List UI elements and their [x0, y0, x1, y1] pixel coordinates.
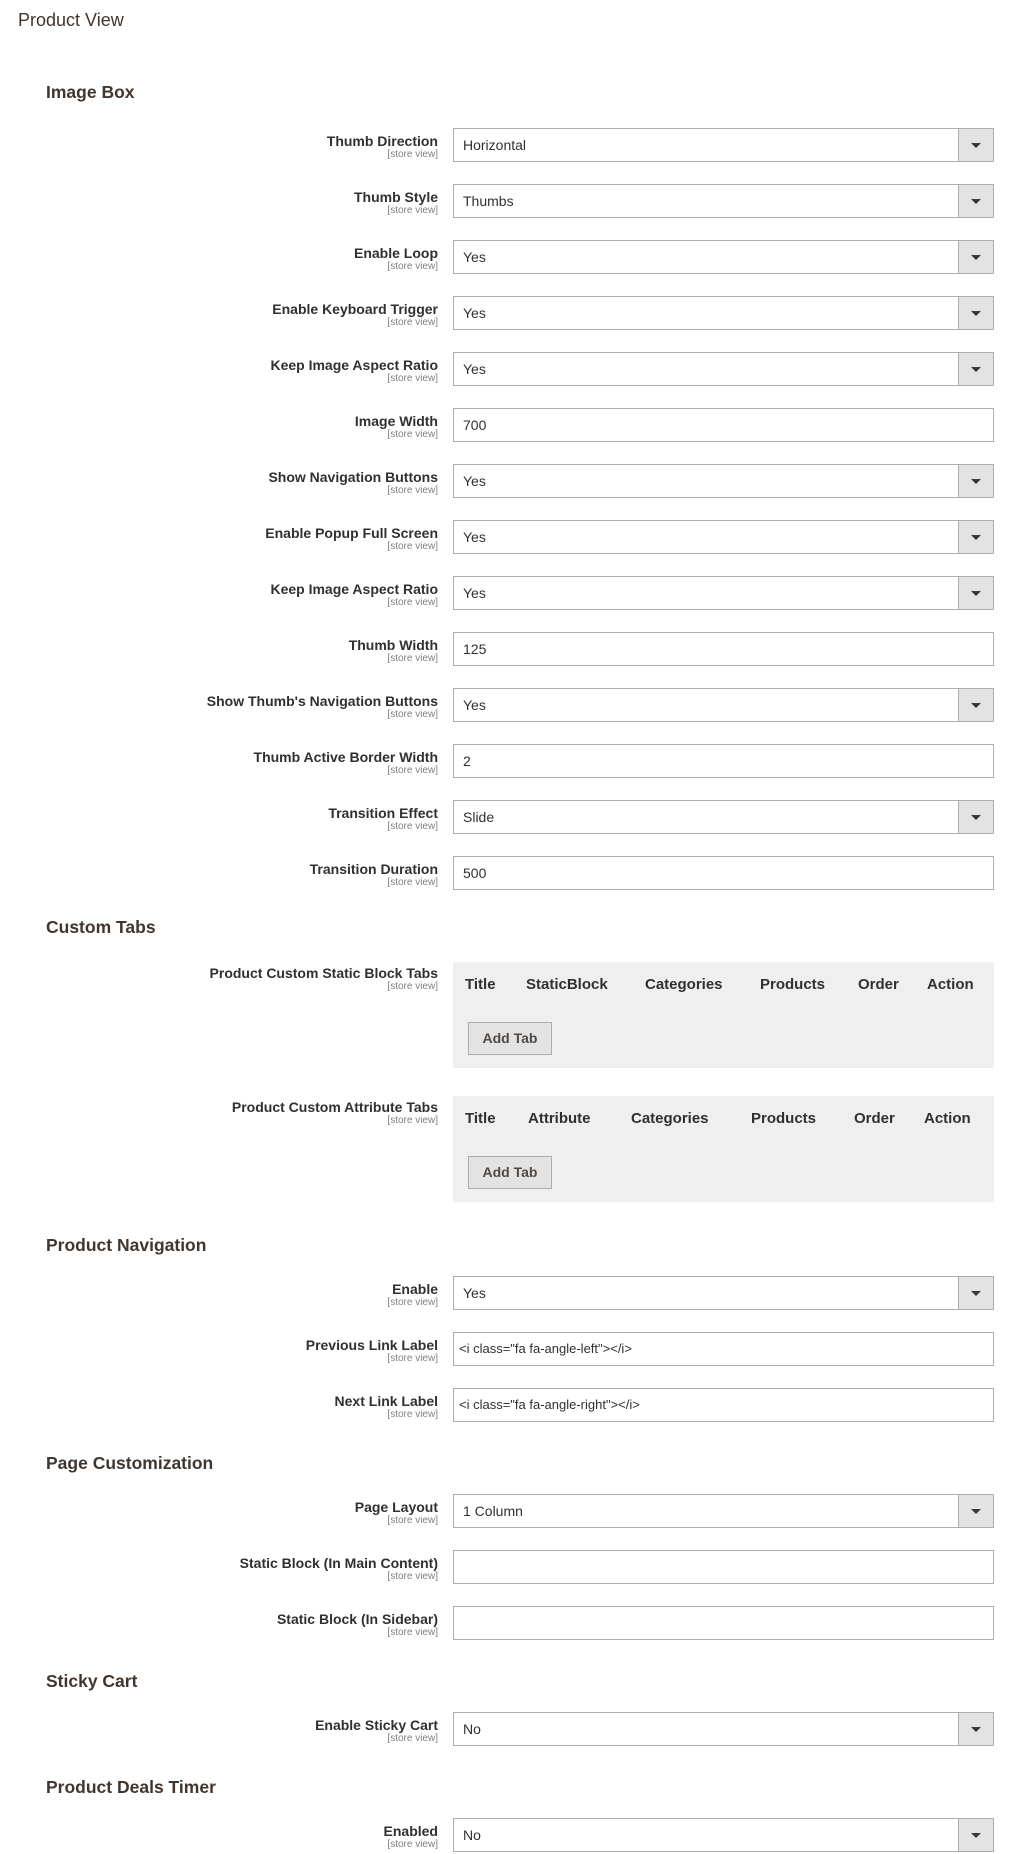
previous-link-label-input[interactable]: <i class="fa fa-angle-left"></i> [453, 1332, 994, 1366]
field-label: Product Custom Static Block Tabs [209, 965, 438, 981]
field-label: Keep Image Aspect Ratio [270, 581, 438, 597]
add-static-tab-button[interactable]: Add Tab [468, 1022, 552, 1055]
page-layout-select[interactable]: 1 Column [453, 1494, 994, 1528]
chevron-down-icon [971, 815, 981, 820]
field-enable-keyboard-trigger [0, 296, 1012, 332]
transition-duration-input[interactable]: 500 [453, 856, 994, 890]
field-label: Thumb Width [348, 637, 438, 653]
scope-label: [store view] [387, 1515, 438, 1526]
chevron-down-icon [971, 1833, 981, 1838]
scope-label: [store view] [387, 373, 438, 384]
field-label: Image Width [354, 413, 438, 429]
field-page-layout [0, 1494, 1012, 1530]
chevron-down-icon [971, 143, 981, 148]
scope-label: [store view] [387, 1115, 438, 1126]
thumb-direction-select[interactable]: Horizontal [453, 128, 994, 162]
field-label: Static Block (In Sidebar) [276, 1611, 438, 1627]
field-enable-loop [0, 240, 1012, 276]
field-thumb-style [0, 184, 1012, 220]
column-header: Order [854, 1110, 895, 1127]
section-title-sticky-cart: Sticky Cart [46, 1671, 138, 1691]
scope-label: [store view] [387, 429, 438, 440]
scope-label: [store view] [387, 261, 438, 272]
section-title-product-navigation: Product Navigation [46, 1235, 207, 1255]
field-label: Page Layout [354, 1499, 438, 1515]
deals-timer-enabled-select[interactable]: No [453, 1818, 994, 1852]
field-label: Enabled [383, 1823, 438, 1839]
column-header: Action [924, 1110, 971, 1127]
column-header: Categories [645, 976, 723, 993]
field-label: Enable Popup Full Screen [265, 525, 438, 541]
column-header: Products [760, 976, 826, 993]
field-enable-popup-full-screen [0, 520, 1012, 556]
scope-label: [store view] [387, 1353, 438, 1364]
scope-label: [store view] [387, 541, 438, 552]
show-navigation-buttons-select[interactable]: Yes [453, 464, 994, 498]
chevron-down-icon [971, 1291, 981, 1296]
field-transition-effect [0, 800, 1012, 836]
field-next-link-label [0, 1388, 1012, 1424]
scope-label: [store view] [387, 597, 438, 608]
scope-label: [store view] [387, 1839, 438, 1850]
field-label: Static Block (In Main Content) [239, 1555, 438, 1571]
field-thumb-direction [0, 128, 1012, 164]
chevron-down-icon [971, 255, 981, 260]
static-block-main-input[interactable] [453, 1550, 994, 1584]
column-header: Products [751, 1110, 817, 1127]
page-title: Product View [18, 10, 124, 30]
column-header: Title [465, 976, 496, 993]
keep-image-aspect-ratio-select[interactable]: Yes [453, 352, 994, 386]
field-label: Product Custom Attribute Tabs [231, 1099, 438, 1115]
enable-keyboard-trigger-select[interactable]: Yes [453, 296, 994, 330]
field-image-width [0, 408, 1012, 444]
field-show-navigation-buttons [0, 464, 1012, 500]
enable-sticky-cart-select[interactable]: No [453, 1712, 994, 1746]
field-label: Thumb Direction [326, 133, 438, 149]
field-show-thumb-navigation-buttons [0, 688, 1012, 724]
field-label: Enable Keyboard Trigger [272, 301, 438, 317]
scope-label: [store view] [387, 877, 438, 888]
chevron-down-icon [971, 591, 981, 596]
column-header: Action [927, 976, 974, 993]
scope-label: [store view] [387, 1733, 438, 1744]
field-label: Previous Link Label [305, 1337, 438, 1353]
chevron-down-icon [971, 367, 981, 372]
field-label: Transition Duration [309, 861, 438, 877]
thumb-active-border-width-input[interactable]: 2 [453, 744, 994, 778]
field-label: Enable Loop [354, 245, 438, 261]
column-header: Order [858, 976, 899, 993]
add-attribute-tab-button[interactable]: Add Tab [468, 1156, 552, 1189]
field-label: Thumb Active Border Width [253, 749, 438, 765]
chevron-down-icon [971, 199, 981, 204]
chevron-down-icon [971, 535, 981, 540]
field-keep-image-aspect-ratio-2 [0, 576, 1012, 612]
scope-label: [store view] [387, 1627, 438, 1638]
field-label: Transition Effect [328, 805, 438, 821]
scope-label: [store view] [387, 1409, 438, 1420]
next-link-label-input[interactable]: <i class="fa fa-angle-right"></i> [453, 1388, 994, 1422]
scope-label: [store view] [387, 205, 438, 216]
scope-label: [store view] [387, 821, 438, 832]
thumb-width-input[interactable]: 125 [453, 632, 994, 666]
section-title-deals-timer: Product Deals Timer [46, 1777, 216, 1797]
field-thumb-width [0, 632, 1012, 668]
thumb-style-select[interactable]: Thumbs [453, 184, 994, 218]
scope-label: [store view] [387, 485, 438, 496]
field-label: Next Link Label [334, 1393, 438, 1409]
field-label: Show Navigation Buttons [268, 469, 438, 485]
field-enable-navigation [0, 1276, 1012, 1312]
section-title-custom-tabs: Custom Tabs [46, 917, 156, 937]
column-header: Categories [631, 1110, 709, 1127]
attribute-tabs-table [453, 1096, 994, 1202]
field-previous-link-label [0, 1332, 1012, 1368]
field-label: Enable [392, 1281, 438, 1297]
field-keep-image-aspect-ratio [0, 352, 1012, 388]
field-static-block-main [0, 1550, 1012, 1586]
scope-label: [store view] [387, 765, 438, 776]
column-header: Attribute [528, 1110, 591, 1127]
field-label: Keep Image Aspect Ratio [270, 357, 438, 373]
static-block-sidebar-input[interactable] [453, 1606, 994, 1640]
enable-popup-full-screen-select[interactable]: Yes [453, 520, 994, 554]
column-header: Title [465, 1110, 496, 1127]
chevron-down-icon [971, 1727, 981, 1732]
field-label: Show Thumb's Navigation Buttons [206, 693, 438, 709]
field-thumb-active-border-width [0, 744, 1012, 780]
enable-loop-select[interactable]: Yes [453, 240, 994, 274]
enable-navigation-select[interactable]: Yes [453, 1276, 994, 1310]
chevron-down-icon [971, 1509, 981, 1514]
scope-label: [store view] [387, 1571, 438, 1582]
field-enable-sticky-cart [0, 1712, 1012, 1748]
field-label: Enable Sticky Cart [315, 1717, 438, 1733]
table-header [453, 1110, 994, 1130]
scope-label: [store view] [387, 149, 438, 160]
section-title-page-customization: Page Customization [46, 1453, 214, 1473]
scope-label: [store view] [387, 981, 438, 992]
image-width-input[interactable]: 700 [453, 408, 994, 442]
chevron-down-icon [971, 311, 981, 316]
column-header: StaticBlock [526, 976, 608, 993]
show-thumb-navigation-buttons-select[interactable]: Yes [453, 688, 994, 722]
scope-label: [store view] [387, 653, 438, 664]
section-title-image-box: Image Box [46, 82, 135, 102]
scope-label: [store view] [387, 1297, 438, 1308]
field-static-block-sidebar [0, 1606, 1012, 1642]
table-header [453, 976, 994, 996]
transition-effect-select[interactable]: Slide [453, 800, 994, 834]
scope-label: [store view] [387, 317, 438, 328]
keep-image-aspect-ratio-select-2[interactable]: Yes [453, 576, 994, 610]
field-transition-duration [0, 856, 1012, 892]
chevron-down-icon [971, 479, 981, 484]
static-block-tabs-table [453, 962, 994, 1068]
field-label: Thumb Style [353, 189, 438, 205]
chevron-down-icon [971, 703, 981, 708]
scope-label: [store view] [387, 709, 438, 720]
